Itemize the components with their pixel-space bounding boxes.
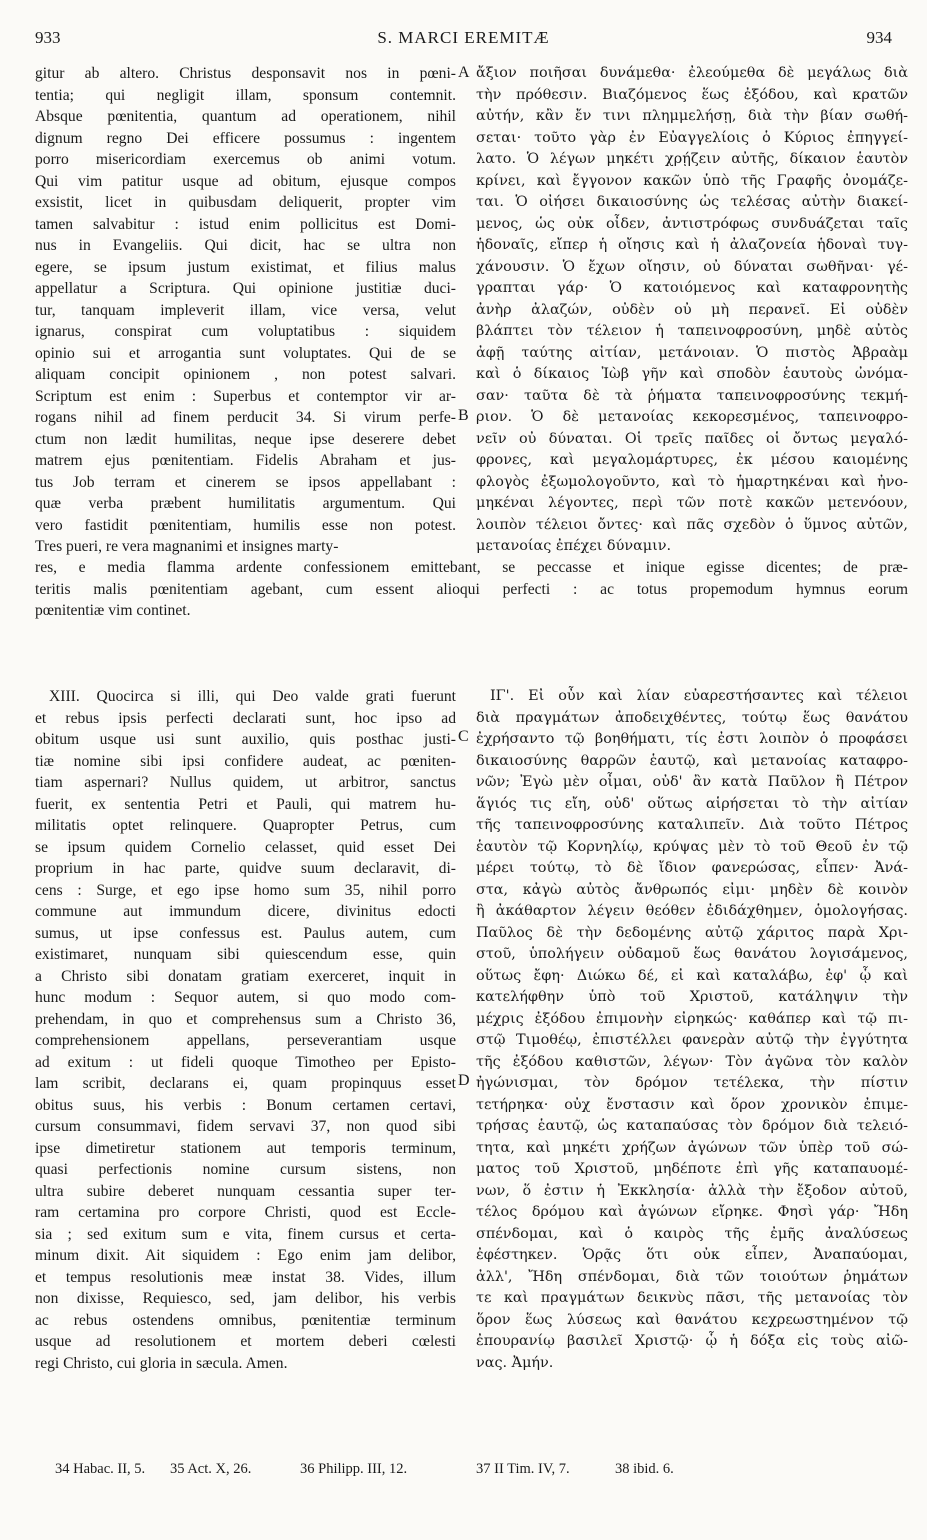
- greek-text-line: σεται· τοῦτο γὰρ ἐν Εὐαγγελίοις ὁ Κύριος ἐπηγγεί-: [476, 129, 908, 146]
- greek-text-line: στα, κἀγὼ αὐτὸς ἄνθρωπός εἰμι· μηδὲν δὲ κοινὸν: [476, 881, 908, 898]
- greek-text-line: λοιπὸν τέλειοι ὄντες· καὶ πᾶς σχεδὸν ὁ ὕμνος αὐτῶν,: [476, 516, 908, 533]
- greek-text-line: ἢ ἀκάθαρτον λέγειν θεόθεν ἐδιδάχθημεν, ὁμολογήσας.: [476, 903, 908, 919]
- footnote-37: 37 II Tim. IV, 7.: [476, 1461, 570, 1477]
- greek-text-line: δικαιοσύνης θαρρῶν ἑαυτῷ, καὶ μετανοίας καταφρο-: [476, 752, 908, 769]
- latin-text-line: regi Christo, cui gloria in sæcula. Amen.: [35, 1354, 288, 1372]
- latin-text-line: tamen salvabitur : istud enim pollicitus est Domi-: [35, 215, 456, 233]
- latin-text-line: Tres pueri, re vera magnanimi et insignes marty-: [35, 538, 339, 555]
- latin-text-line: ultra subire deberet nunquam cessantia super ter-: [35, 1182, 456, 1200]
- latin-text-line: comprehensionem appellans, perseverantiam usque: [35, 1032, 456, 1049]
- latin-text-line: usque ad resolutionem et mortem deberi cœlesti: [35, 1333, 456, 1350]
- latin-text-line: cens : Surge, et ego ipse homo sum 35, nihil porro: [35, 881, 456, 899]
- greek-text-line: ἐφέστηκεν. Ὁρᾷς ὅτι οὐκ εἶπεν, Ἀναπαύομαι,: [476, 1247, 908, 1263]
- greek-text-line: μέρει τούτῳ, τὸ δὲ ἴδιον φανερώσας, εἶπεν· Ἀνά-: [476, 860, 908, 876]
- latin-text-line: pœnitentiæ vim continet.: [35, 602, 191, 619]
- margin-letter-a: A: [458, 64, 470, 81]
- latin-text-line: ipse dimetiretur stationem aut temporis terminum,: [35, 1139, 456, 1157]
- latin-text-line: tiæ nomine sibi ipsi confidere audeat, ac pœniten-: [35, 752, 456, 770]
- greek-column-bottom: [476, 686, 908, 1374]
- greek-text-line: νεῖν οὐ δύναται. Οἱ τρεῖς παῖδες οἱ ὄντως μεγαλό-: [476, 430, 908, 447]
- latin-text-line: opinio sui et arrogantia sunt voluptates. Qui de se: [35, 344, 456, 362]
- latin-text-line: ram certamina pro corpore Christi, quod est Eccle-: [35, 1204, 456, 1221]
- greek-text-line: τῆς ἐξόδου καθιστῶν, λέγων· Τὸν ἀγῶνα τὸν καλὸν: [476, 1053, 908, 1070]
- latin-text-line: obitus suus, his verbis : Bonum certamen certavi,: [35, 1096, 456, 1114]
- greek-text-line: ἡδοναῖς, εἴπερ ἡ οἴησις καὶ ἡ ἀλαζονεία ἡδοναὶ τυγ-: [476, 237, 908, 253]
- greek-text-line: ἀλλ', Ἤδη σπένδομαι, διὰ τῶν τοιούτων ῥημάτων: [476, 1268, 908, 1285]
- greek-text-line: μηκέναι λέγοντες, περὶ τῶν ποτὲ κακῶν μετενόουν,: [476, 495, 908, 511]
- latin-text-line: lam scribit, declarans ei, quam propinquus esset: [35, 1075, 456, 1092]
- greek-text-line: ἄξιον ποιῆσαι δυνάμεθα· ἐλεούμεθα δὲ μεγάλως διὰ: [476, 65, 908, 81]
- latin-text-line: porro misericordiam exercemus ob animi votum.: [35, 151, 456, 168]
- greek-text-line: τετήρηκα· οὐχ ἔνστασιν καὶ ὅρον χρονικὸν ἐπιμε-: [476, 1096, 908, 1113]
- page-number-right: 934: [866, 28, 892, 47]
- greek-text-line: ἑαυτὸν τῷ Κορνηλίῳ, κρύψας μὲν τὸ τοῦ Θεοῦ ἐν τῷ: [476, 838, 908, 855]
- latin-text-line: teritis malis pœnitentiam agebant, cum essent alioqui perfecti : ac totus propemodum hymnus eorum: [35, 580, 908, 598]
- greek-text-line: ἀνὴρ ἀλαζών, οὐδὲν οὐ μὴ περανεῖ. Εἰ οὐδὲν: [476, 301, 908, 318]
- greek-text-line: τέλος δρόμου καὶ ἀγώνων εἴρηκε. Φησὶ γάρ· Ἤδη: [476, 1204, 908, 1220]
- greek-text-line: βλάπτει τὸν τέλειον ἡ ταπεινοφροσύνη, μηδὲ αὐτὸς: [476, 323, 908, 339]
- greek-text-line: ὅρον ἕως λύσεως καὶ θανάτου κεχρεωστημένον τῷ: [476, 1311, 908, 1328]
- greek-text-line: νων, ὅ ἐστιν ἡ Ἐκκλησία· ἀλλὰ τὴν ἔξοδον αὐτοῦ,: [476, 1182, 908, 1199]
- latin-text-line: res, e media flamma ardente confessionem emittebant, se peccasse et inique egisse dicentes; de præ-: [35, 559, 908, 576]
- greek-text-line: στοῦ, ὑπολήγειν οὐδαμοῦ ἕως θανάτου λογισάμενος,: [476, 946, 908, 962]
- latin-full-width-block: [35, 557, 908, 622]
- latin-text-line: et tempus resolutionis meæ instat 38. Vides, illum: [35, 1268, 456, 1286]
- latin-text-line: sumus, ut ipse confessus est. Paulus autem, cum: [35, 924, 456, 942]
- greek-text-line: ΙΓ'. Εἰ οὖν καὶ λίαν εὐαρεστήσαντες καὶ τέλειοι: [490, 688, 908, 704]
- greek-text-line: μετανοίας ἐπέχει δύναμιν.: [476, 538, 672, 554]
- latin-text-line: XIII. Quocirca si illi, qui Deo valde grati fuerunt: [49, 688, 456, 705]
- greek-text-line: χάνουσιν. Ὁ ἔχων οἴησιν, οὐ δύναται σωθῆναι· γέ-: [476, 258, 908, 275]
- greek-text-line: αὐτήν, κἂν ἔν τινι πλημμελήσῃ, διὰ τὴν βίαν σωθή-: [476, 108, 908, 124]
- latin-text-line: gitur ab altero. Christus desponsavit nos in pœni-: [35, 65, 456, 82]
- greek-text-line: ἅγιός τις εἴη, οὐδ' οὕτως αἱρήσεται τὸ τὴν αἰτίαν: [476, 795, 908, 812]
- latin-text-line: se ipsum quidem Cornelio celasset, quid esset Dei: [35, 838, 456, 856]
- greek-column-top: [476, 63, 908, 558]
- greek-text-line: γραπται γάρ· Ὁ κατοιόμενος καὶ καταφρονητὴς: [476, 280, 908, 296]
- latin-text-line: tentia; qui negligit illam, sponsum contemnit.: [35, 86, 456, 104]
- greek-text-line: σπένδομαι, καὶ ὁ καιρὸς τῆς ἐμῆς ἀναλύσεως: [476, 1225, 908, 1242]
- latin-text-line: cursum consummavi, fidem servavi 37, non quod sibi: [35, 1118, 456, 1135]
- latin-text-line: Qui vim patitur usque ad obitum, ejusque compos: [35, 172, 456, 190]
- footnote-34: 34 Habac. II, 5.: [55, 1461, 146, 1477]
- latin-text-line: quæ verba præbent humilitatis argumentum. Qui: [35, 495, 456, 512]
- latin-text-line: tus Job terram et cinerem se ipsos appellabant :: [35, 473, 456, 491]
- latin-column-bottom: [35, 686, 456, 1374]
- latin-text-line: militatis optet relinquere. Quapropter Petrus, cum: [35, 817, 456, 834]
- greek-text-line: κατελήφθην ὑπὸ τοῦ Χριστοῦ, κατάληψιν τὴν: [476, 989, 908, 1005]
- latin-text-line: Absque pœnitentia, quantum ad operationem, nihil: [35, 108, 456, 125]
- latin-text-line: ad exitum : ut fideli quoque Timotheo per Episto-: [35, 1053, 456, 1071]
- footnote-35: 35 Act. X, 26.: [170, 1461, 252, 1477]
- footnote-36: 36 Philipp. III, 12.: [300, 1461, 408, 1477]
- margin-letter-d: D: [458, 1072, 470, 1089]
- greek-text-line: μενος, ὡς οὐκ οἶδεν, ἀντιστρόφως συνδυάζεται ταῖς: [476, 215, 908, 232]
- latin-text-line: fuerit, ex sententia Petri et Pauli, qui matrem hu-: [35, 795, 456, 813]
- latin-text-line: quasi perfectionis nomine cursum sistens, non: [35, 1161, 456, 1178]
- latin-text-line: sia ; sed exitum sum e vita, finem cursus et certa-: [35, 1225, 456, 1243]
- greek-text-line: κρίνει, καὶ ἔγγονον κακῶν ὑπὸ τῆς Γραφῆς ὀνομάζε-: [476, 172, 908, 189]
- running-title: S. MARCI EREMITÆ: [377, 28, 550, 47]
- greek-text-line: τὴν πρόθεσιν. Βιαζόμενος ἕως ἐξόδου, καὶ κρατῶν: [476, 86, 908, 103]
- greek-text-line: ἠγώνισμαι, τὸν δρόμον τετέλεκα, τὴν πίστιν: [476, 1075, 908, 1091]
- greek-text-line: στῷ Τιμοθέῳ, ἐπιστέλλει φανερὰν αὐτῷ τὴν ἐγγύτητα: [476, 1032, 908, 1048]
- greek-text-line: τῆς ταπεινοφροσύνης καταλιπεῖν. Διὰ τοῦτο Πέτρος: [476, 817, 908, 833]
- greek-text-line: ἐχρήσαντο τῷ βοηθήματι, τίς ἐστι λοιπὸν ὁ προφάσει: [476, 731, 908, 747]
- latin-text-line: dignum regno Dei efficere possumus : ingentem: [35, 129, 456, 147]
- margin-letter-b: B: [458, 407, 469, 424]
- greek-text-line: φρονες, καὶ μεγαλομάρτυρες, ἐκ μέσου καιομένης: [476, 452, 908, 468]
- latin-text-line: egere, se ipsum justum existimat, et filius malus: [35, 258, 456, 276]
- latin-text-line: nus in Evangeliis. Qui dicit, hac se ultra non: [35, 237, 456, 254]
- footnote-38: 38 ibid. 6.: [615, 1461, 674, 1477]
- greek-text-line: νῶν; Ἐγὼ μὲν οἶμαι, οὐδ' ἂν κατὰ Παῦλον ἢ Πέτρον: [476, 774, 908, 790]
- latin-text-line: matrem ejus pœnitentiam. Fidelis Abraham et jus-: [35, 452, 456, 469]
- latin-text-line: exsistit, licet in quibusdam deliquerit, propter vim: [35, 194, 456, 211]
- latin-text-line: prehendam, in quo et comprehensus sum a Christo 36,: [35, 1010, 456, 1028]
- latin-text-line: obitum usque usi sunt auxilio, quis posthac justi-: [35, 731, 456, 748]
- greek-text-line: ματος τοῦ Χριστοῦ, μηδέποτε ἐπὶ γῆς καταπαυομέ-: [476, 1161, 908, 1177]
- latin-text-line: et rebus ipsis perfecti declarati sunt, hoc ipso ad: [35, 709, 456, 727]
- greek-text-line: ριον. Ὁ δὲ μετανοίας κεκορεσμένος, ταπεινοφρο-: [476, 409, 908, 425]
- latin-text-line: vero fastidit pœnitentiam, humilis esse non potest.: [35, 516, 456, 534]
- latin-text-line: appellatur a Scriptura. Qui opinione justitiæ duci-: [35, 280, 456, 297]
- greek-text-line: ἀφῇ ταύτης αἰτίαν, μετάνοιαν. Ὁ πιστὸς Ἀβραὰμ: [476, 344, 908, 361]
- latin-text-line: proprium in hac parte, quidve suum declaravit, di-: [35, 860, 456, 877]
- latin-text-line: commune aut immundum dicere, divinitus edocti: [35, 903, 456, 920]
- greek-text-line: ται. Ὁ οἰήσει δικαιοσύνης ὡς τελέσας αὐτὴν διακεί-: [476, 194, 908, 210]
- latin-column-top: [35, 63, 456, 558]
- latin-text-line: minum dixit. Ait siquidem : Ego enim jam delibor,: [35, 1247, 456, 1264]
- latin-text-line: rogans nihil ad finem perducit 34. Si virum perfe-: [35, 409, 456, 426]
- latin-text-line: a Christo sibi donatam gratiam exerceret, inquit in: [35, 967, 456, 985]
- latin-text-line: aliquam concipit opinionem , non potest salvari.: [35, 366, 456, 383]
- greek-text-line: φλογὸς ἐξωμολογοῦντο, καὶ τὸ ἡμαρτηκέναι καὶ ἠνο-: [476, 473, 908, 490]
- latin-text-line: Scriptum est enim : Superbus et contemptor vir ar-: [35, 387, 456, 405]
- greek-text-line: μέχρις ἐξόδου ἐπιμονὴν εἰρηκώς· καθάπερ καὶ τῷ πι-: [476, 1010, 908, 1027]
- greek-text-line: διὰ πραγμάτων ἀποδειχθέντες, τούτῳ ἕως θανάτου: [476, 709, 908, 726]
- greek-text-line: Παῦλος δὲ τὴν δεδομένης αὐτῷ χάριτος παρὰ Χρι-: [476, 924, 908, 941]
- greek-text-line: νας. Ἀμήν.: [476, 1354, 554, 1371]
- margin-letter-c: C: [458, 728, 469, 745]
- greek-text-line: τε καὶ πραγμάτων δεικνὺς πᾶσι, τῆς μετανοίας τὸν: [476, 1290, 908, 1306]
- latin-text-line: ctum non lædit humilitas, neque ipse deserere debet: [35, 430, 456, 448]
- latin-text-line: ac rebus ostendens omnibus, pœnitentiæ terminum: [35, 1311, 456, 1329]
- latin-text-line: hunc modum : Sequor autem, si quo modo com-: [35, 989, 456, 1006]
- greek-text-line: τητα, καὶ μηκέτι χρήζων ἀγώνων τῶν ὑπὲρ τοῦ σώ-: [476, 1139, 908, 1156]
- page-number-left: 933: [35, 28, 61, 47]
- latin-text-line: ignarus, conspirat cum voluptatibus : siquidem: [35, 323, 456, 340]
- greek-text-line: καὶ ὁ δίκαιος Ἰὼβ γῆν καὶ σποδὸν ἑαυτοὺς ὠνόμα-: [476, 366, 908, 382]
- greek-text-line: σαν· ταῦτα δὲ τὰ ῥήματα ταπεινοφροσύνης τεκμή-: [476, 387, 908, 404]
- greek-text-line: οὕτως ἔφη· Διώκω δέ, εἰ καὶ καταλάβω, ἐφ' ᾧ καὶ: [476, 967, 908, 984]
- latin-text-line: tiam aspernari? Nullus quidem, ut arbitror, sanctus: [35, 774, 456, 791]
- latin-text-line: non dixisse, Requiesco, sed, jam delibor, his verbis: [35, 1290, 456, 1307]
- greek-text-line: λατο. Ὁ λέγων μηκέτι χρῄζειν αὐτῆς, δίκαιον ἑαυτὸν: [476, 151, 908, 167]
- greek-text-line: ἐπουρανίῳ βασιλεῖ Χριστῷ· ᾧ ἡ δόξα εἰς τοὺς αἰῶ-: [476, 1333, 908, 1349]
- greek-text-line: τρήσας ἑαυτῷ, ὡς καταπαύσας τὸν δρόμον διὰ τελειό-: [476, 1118, 908, 1134]
- latin-text-line: tur, tanquam impleverit illam, vice versa, velut: [35, 301, 456, 319]
- running-header: [35, 28, 892, 54]
- latin-text-line: existimaret, nunquam sibi quiescendum esse, quin: [35, 946, 456, 963]
